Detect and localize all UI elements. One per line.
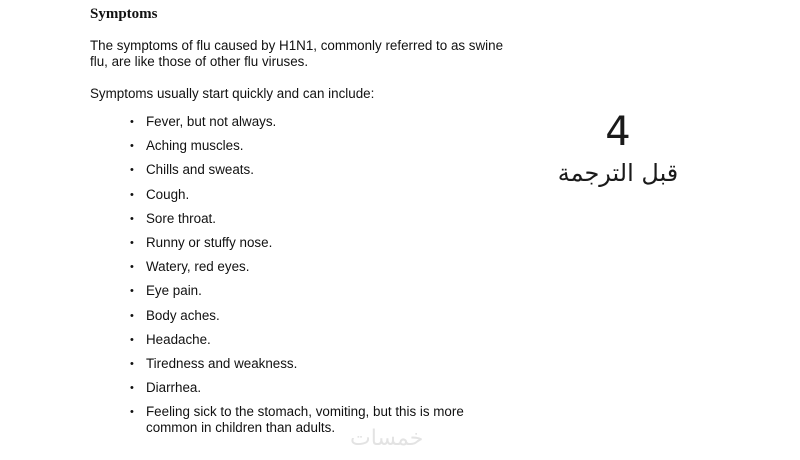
list-item: [90, 138, 520, 162]
list-item: [90, 162, 520, 186]
list-intro-paragraph: Symptoms usually start quickly and can include:: [90, 86, 375, 101]
page-number: 4: [605, 109, 631, 155]
watermark-logo: خمسات: [350, 426, 424, 451]
list-item-text: Eye pain.: [146, 283, 202, 299]
list-item: [90, 114, 520, 138]
list-item-text: Feeling sick to the stomach, vomiting, but this is more common in children than adults.: [146, 404, 464, 436]
before-translation-caption: قبل الترجمة: [557, 159, 679, 187]
bullet-icon: •: [130, 333, 134, 346]
bullet-icon: •: [130, 116, 134, 128]
list-item-text: Runny or stuffy nose.: [146, 234, 273, 250]
bullet-icon: •: [130, 357, 134, 370]
list-item-text: Watery, red eyes.: [146, 259, 250, 275]
list-item-text: Diarrhea.: [146, 380, 202, 396]
bullet-icon: •: [130, 382, 134, 395]
bullet-icon: •: [130, 236, 134, 249]
symptom-list: [90, 114, 520, 440]
list-item-text: Aching muscles.: [146, 138, 244, 154]
list-item-text: Tiredness and weakness.: [146, 355, 298, 371]
bullet-icon: •: [130, 309, 134, 322]
bullet-icon: •: [130, 164, 134, 177]
list-item-text: Fever, but not always.: [146, 114, 277, 129]
list-item-text: Cough.: [146, 186, 190, 202]
bullet-icon: •: [130, 140, 134, 153]
list-item: [90, 332, 520, 356]
bullet-icon: •: [130, 406, 134, 419]
list-item-text: Chills and sweats.: [146, 162, 254, 178]
bullet-icon: •: [130, 212, 134, 225]
bullet-icon: •: [130, 188, 134, 201]
intro-paragraph: The symptoms of flu caused by H1N1, commonly referred to as swine flu, are like those of other flu viruses.: [90, 38, 504, 69]
bullet-icon: •: [130, 285, 134, 298]
section-heading: Symptoms: [90, 6, 158, 22]
list-item: [90, 259, 520, 283]
list-item: [90, 404, 520, 440]
list-item: [90, 380, 520, 404]
list-item: [90, 308, 520, 332]
list-item: [90, 283, 520, 307]
list-item: [90, 235, 520, 259]
list-item-text: Sore throat.: [146, 210, 216, 226]
list-item: [90, 211, 520, 235]
list-item: [90, 356, 520, 380]
list-item-text: Body aches.: [146, 307, 220, 323]
list-item: [90, 187, 520, 211]
bullet-icon: •: [130, 261, 134, 274]
list-item-text: Headache.: [146, 331, 211, 347]
document-page: [90, 0, 520, 460]
side-label: [538, 108, 698, 190]
